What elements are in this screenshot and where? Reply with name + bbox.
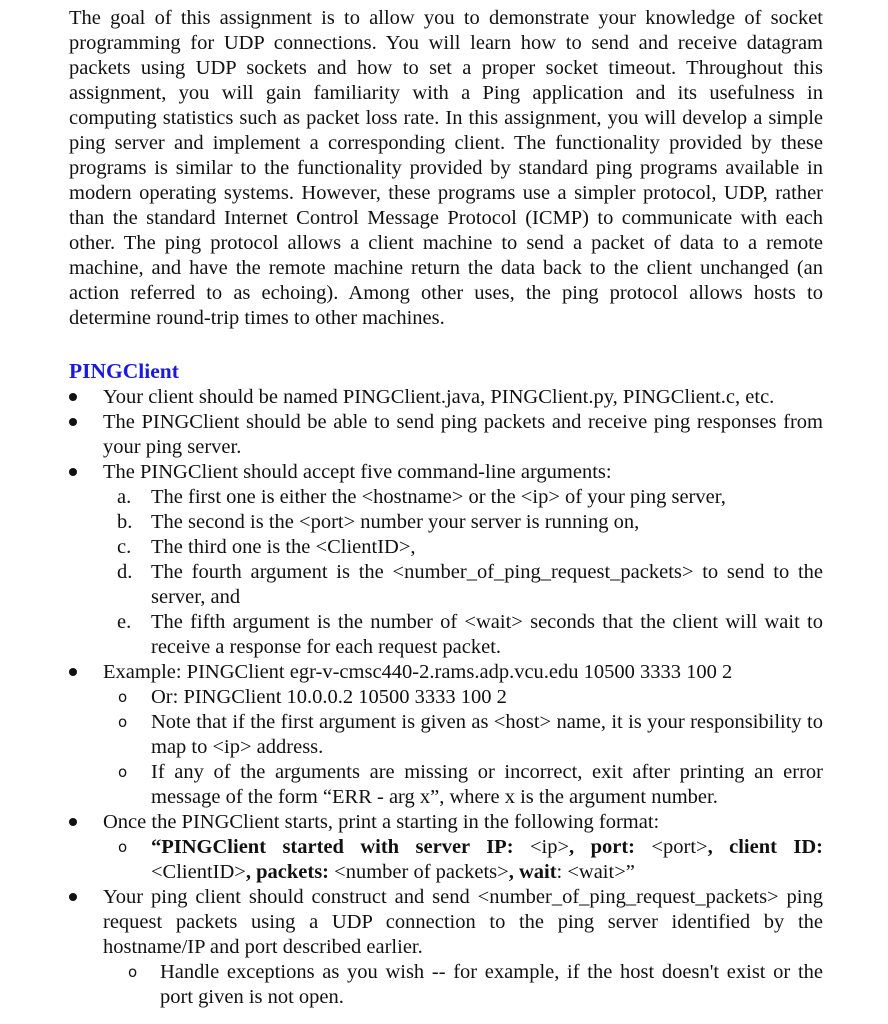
bullet-start-format [69,810,823,885]
bullet-client-name [69,385,823,410]
format-line [69,835,823,885]
format-value: <port> [635,836,708,858]
sub-item [69,960,823,1010]
circle-bullet-icon: o [118,713,128,731]
format-label: , client ID: [707,836,823,858]
bullet-icon [69,885,79,910]
argument-text: The fourth argument is the <number_of_ping_request_packets> to send to the server, and [151,561,823,608]
list-marker: c. [117,536,132,558]
circle-bullet-icon: o [118,688,128,706]
format-label: , wait [508,861,557,883]
sub-item-text: Handle exceptions as you wish -- for example, if the host doesn't exist or the port given is not open. [160,961,823,1008]
circle-bullet-icon: o [128,963,138,981]
bullet-icon [69,460,79,485]
format-value: <number of packets> [329,861,509,883]
format-label: “PINGClient started with server IP: [151,836,514,858]
sub-item-text: Note that if the first argument is given as <host> name, it is your responsibility to map to <ip> address. [151,711,823,758]
argument-item [69,535,823,560]
bullet-send-receive [69,410,823,460]
bullet-icon [69,385,79,410]
format-label: , packets: [245,861,330,883]
circle-bullet-icon: o [118,838,128,856]
assignment-page [69,6,823,1010]
argument-text: The fifth argument is the number of <wait> seconds that the client will wait to receive a response for each request packet. [151,611,823,658]
argument-item [69,560,823,610]
argument-item [69,510,823,535]
bullet-text: Your ping client should construct and send <number_of_ping_request_packets> ping request packets using a UDP connection to the ping server identified by the hostname/IP and port described earlier. [103,886,823,958]
argument-item [69,485,823,510]
bullet-text: Your client should be named PINGClient.java, PINGClient.py, PINGClient.c, etc. [103,386,775,408]
argument-text: The third one is the <ClientID>, [151,536,416,558]
sub-item [69,710,823,760]
bullet-icon [69,410,79,435]
bullet-example [69,660,823,810]
format-value: <ClientID> [151,861,246,883]
list-marker: b. [117,511,133,533]
list-marker: e. [117,611,132,633]
argument-text: The second is the <port> number your server is running on, [151,511,640,533]
argument-text: The first one is either the <hostname> or the <ip> of your ping server, [151,486,726,508]
sub-item-text: If any of the arguments are missing or incorrect, exit after printing an error message of the form “ERR - arg x”, where x is the argument number. [151,761,823,808]
bullet-icon [69,810,79,835]
argument-item [69,610,823,660]
format-value: <ip> [513,836,570,858]
intro-paragraph: The goal of this assignment is to allow you to demonstrate your knowledge of socket programming for UDP connections. You will learn how to send and receive datagram packets using UDP sockets and how to set a proper socket timeout. Throughout this assignment, you will gain familiarity with a Ping application and its usefulness in computing statistics such as packet loss rate. In this assignment, you will develop a simple ping server and implement a corresponding client. The functionality provided by these programs is similar to the functionality provided by standard ping programs available in modern operating systems. However, these programs use a simpler protocol, UDP, rather than the standard Internet Control Message Protocol (ICMP) to communicate with each other. The ping protocol allows a client machine to send a packet of data to a remote machine, and have the remote machine return the data back to the client unchanged (an action referred to as echoing). Among other uses, the ping protocol allows hosts to determine round-trip times to other machines. [69,7,823,329]
bullet-text: Once the PINGClient starts, print a starting in the following format: [103,811,660,833]
sub-item [69,760,823,810]
format-label: , port: [569,836,635,858]
bullet-text: Example: PINGClient egr-v-cmsc440-2.rams.adp.vcu.edu 10500 3333 100 2 [103,661,733,683]
circle-bullet-icon: o [118,763,128,781]
sub-item-text: Or: PINGClient 10.0.0.2 10500 3333 100 2 [151,686,507,708]
format-text [151,836,823,883]
format-value: : <wait>” [556,861,635,883]
section-heading: PINGClient [69,359,179,383]
list-marker: a. [117,486,132,508]
sub-item [69,685,823,710]
bullet-construct-packets [69,885,823,1010]
bullet-text: The PINGClient should be able to send ping packets and receive ping responses from your ping server. [103,411,823,458]
bullet-arguments [69,460,823,660]
list-marker: d. [117,561,133,583]
bullet-text: The PINGClient should accept five command-line arguments: [103,461,612,483]
bullet-icon [69,660,79,685]
